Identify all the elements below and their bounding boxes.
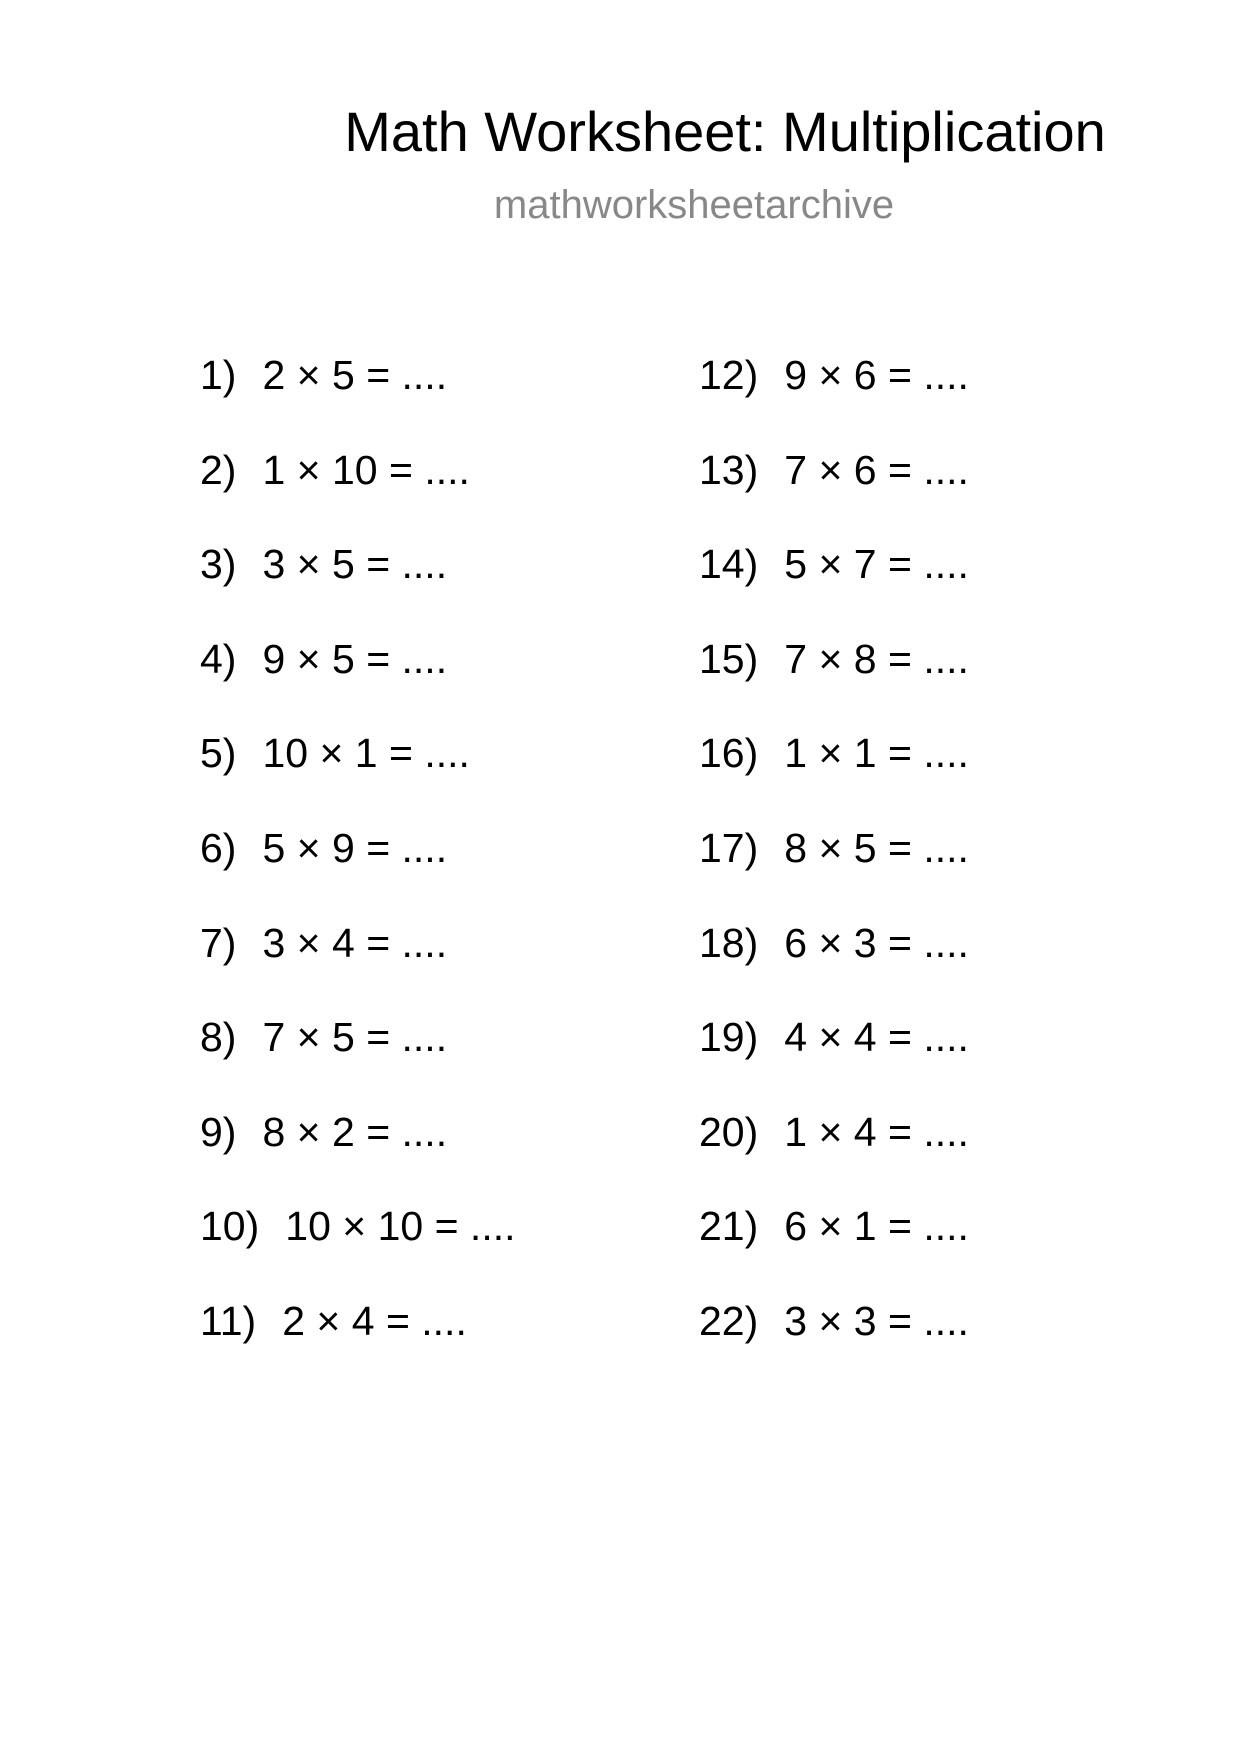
problem-item [699,1012,969,1107]
problem-number: 7) [200,919,237,966]
problem-item [200,539,516,634]
problem-expression: 7 × 5 = .... [262,1014,448,1061]
problem-item [200,728,516,823]
problem-expression: 1 × 10 = .... [262,446,470,493]
problem-number: 2) [200,446,237,493]
problem-expression: 7 × 6 = .... [784,446,969,493]
problem-number: 20) [699,1108,759,1155]
problem-expression: 5 × 9 = .... [262,824,448,871]
problem-number: 6) [200,824,237,871]
problem-expression: 1 × 4 = .... [784,1108,969,1155]
problem-number: 14) [699,541,759,588]
problem-item [699,445,969,540]
problem-expression: 3 × 4 = .... [262,919,448,966]
problem-item [699,539,969,634]
problem-expression: 6 × 1 = .... [784,1203,969,1250]
problem-number: 4) [200,635,237,682]
problem-expression: 2 × 4 = .... [282,1297,467,1344]
problem-number: 15) [699,635,759,682]
problem-number: 3) [200,541,237,588]
problem-number: 10) [200,1203,260,1250]
problem-item [200,445,516,540]
problem-item [200,1296,516,1391]
worksheet-title: Math Worksheet: Multiplication [344,100,1106,163]
problems-column-left [200,350,516,1391]
problem-expression: 9 × 6 = .... [784,352,969,398]
problem-item [699,1201,969,1296]
problem-item [699,1107,969,1202]
problem-item [699,728,969,823]
problem-expression: 5 × 7 = .... [784,541,969,588]
problem-number: 17) [699,824,759,871]
problem-number: 16) [699,730,759,777]
problem-number: 5) [200,730,237,777]
problem-number: 13) [699,446,759,493]
problem-item [699,634,969,729]
problem-item [200,918,516,1013]
problem-item [200,823,516,918]
problem-item [699,350,969,445]
problem-expression: 3 × 3 = .... [784,1297,969,1344]
problem-expression: 8 × 5 = .... [784,824,969,871]
problem-number: 19) [699,1014,759,1061]
problem-number: 22) [699,1297,759,1344]
worksheet-source: mathworksheetarchive [493,183,895,227]
problems-column-right [699,350,969,1391]
problem-number: 8) [200,1014,237,1061]
problem-item [200,1107,516,1202]
problem-item [200,634,516,729]
problem-item [200,1201,516,1296]
problem-item [200,350,516,445]
problem-number: 12) [699,352,759,398]
problem-expression: 6 × 3 = .... [784,919,969,966]
problem-number: 9) [200,1108,237,1155]
problem-expression: 10 × 10 = .... [285,1203,516,1250]
problem-number: 1) [200,352,237,398]
problem-item [699,1296,969,1391]
problem-number: 18) [699,919,759,966]
problem-expression: 1 × 1 = .... [784,730,969,777]
problem-expression: 9 × 5 = .... [262,635,448,682]
problem-expression: 4 × 4 = .... [784,1014,969,1061]
problem-expression: 8 × 2 = .... [262,1108,448,1155]
problem-number: 21) [699,1203,759,1250]
problem-number: 11) [200,1297,257,1344]
problem-item [699,918,969,1013]
problem-expression: 3 × 5 = .... [262,541,448,588]
problem-expression: 7 × 8 = .... [784,635,969,682]
problem-expression: 2 × 5 = .... [262,352,448,398]
problem-item [200,1012,516,1107]
problem-item [699,823,969,918]
problem-expression: 10 × 1 = .... [262,730,470,777]
